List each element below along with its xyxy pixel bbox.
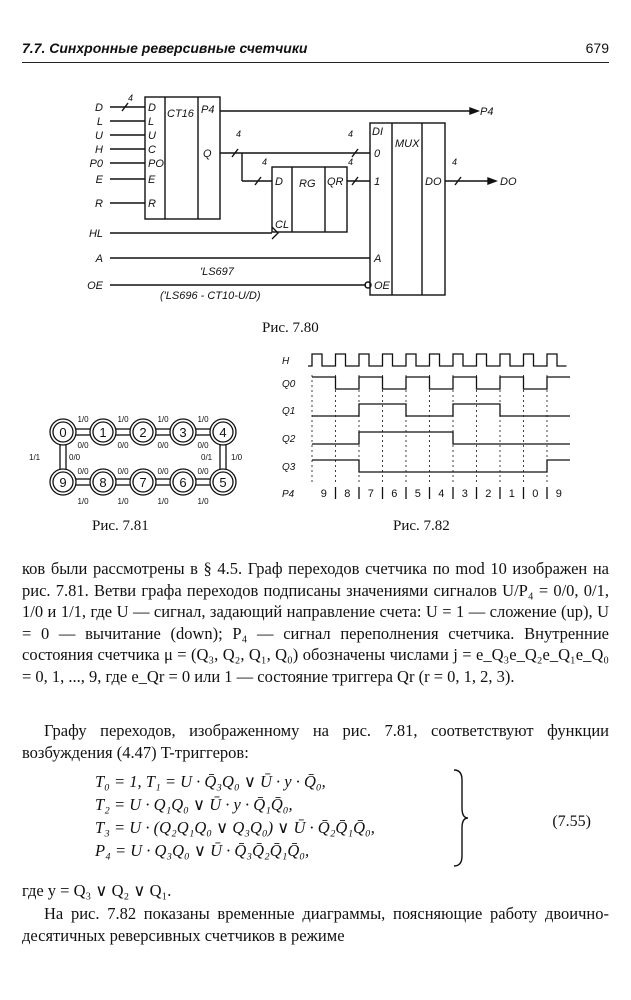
state-label: 5	[219, 475, 227, 490]
signal-label: Q3	[282, 462, 296, 473]
chip-label-1: 'LS697	[200, 266, 234, 278]
ct-out-q: Q	[203, 148, 212, 160]
rg-pin-cl: CL	[275, 219, 290, 231]
bus-width: 4	[128, 93, 134, 103]
edge-label-left: 1/1	[29, 453, 41, 462]
mux-pin-oe: OE	[374, 280, 390, 292]
clock-waveform	[308, 354, 567, 366]
caption-7-82: Рис. 7.82	[393, 518, 450, 534]
q-waveform	[312, 432, 570, 444]
signal-label: Q1	[282, 406, 296, 417]
ct-pin-label: E	[148, 174, 156, 186]
ct-pin-label: R	[148, 198, 156, 210]
paragraph-3: где y = Q₃ ∨ Q₂ ∨ Q₁.	[22, 881, 172, 900]
state-label: 8	[99, 475, 107, 490]
input-oe: OE	[87, 280, 103, 292]
edge-label: 1/0	[197, 497, 209, 506]
ct-pin-label: PO	[148, 158, 164, 170]
formula-p4: P₄ = U · Q₃Q₀ ∨ Ū · Q̄₃Q̄₂Q̄₁Q̄₀,	[95, 841, 310, 860]
rg-out: QR	[327, 176, 344, 188]
right-brace	[450, 768, 470, 868]
p4-value: 5	[414, 488, 421, 500]
formula-t0-t1: T₀ = 1, T₁ = U · Q̄₃Q₀ ∨ Ū · y · Q̄₀,	[95, 772, 326, 791]
edge-label: 1/0	[197, 415, 209, 424]
figure-7-82	[280, 350, 570, 505]
mux-pin-0: 0	[374, 148, 381, 160]
p4-value: 4	[438, 488, 445, 500]
input-label: P0	[89, 158, 103, 170]
bus-width: 4	[348, 157, 354, 167]
input-label: E	[95, 174, 103, 186]
mux-name: MUX	[395, 138, 420, 150]
p4-value: 1	[508, 488, 515, 500]
formula-block	[95, 770, 375, 862]
rg-name: RG	[299, 178, 316, 190]
edge-label: 0/0	[197, 467, 209, 476]
state-label: 2	[139, 425, 147, 440]
paragraph-2: Графу переходов, изображенному на рис. 7.81, соответствуют функции возбуждения (4.47) T-триггеров:	[22, 721, 609, 762]
signal-label: H	[282, 356, 290, 367]
p4-value: 3	[461, 488, 468, 500]
state-label: 1	[99, 425, 107, 440]
edge-label: 0/0	[157, 441, 169, 450]
p4-value: 0	[532, 488, 539, 500]
edge-label: 1/0	[77, 497, 89, 506]
input-label: R	[95, 198, 103, 210]
page-number: 679	[585, 40, 609, 56]
input-label: D	[95, 102, 103, 114]
signal-label: Q0	[282, 379, 296, 390]
q-waveform	[312, 404, 570, 416]
caption-7-81: Рис. 7.81	[92, 518, 149, 534]
caption-7-80: Рис. 7.80	[262, 320, 319, 336]
state-label: 4	[219, 425, 227, 440]
edge-label: 0/0	[157, 467, 169, 476]
ct-pin-label: U	[148, 130, 156, 142]
chip-label-2: ('LS696 - CT10-U/D)	[160, 290, 261, 302]
p4-value: 7	[367, 488, 374, 500]
ct-pin-label: D	[148, 102, 156, 114]
p4-value: 2	[485, 488, 492, 500]
signal-label: P4	[282, 489, 295, 500]
p4-value: 8	[344, 488, 351, 500]
edge-label: 0/0	[117, 467, 129, 476]
page-header	[22, 40, 609, 63]
edge-label: 1/0	[117, 415, 129, 424]
input-a: A	[95, 253, 103, 265]
formula-t2: T₂ = U · Q₁Q₀ ∨ Ū · y · Q̄₁Q̄₀,	[95, 795, 293, 814]
state-label: 7	[139, 475, 147, 490]
ct-pin-label: C	[148, 144, 156, 156]
state-label: 0	[59, 425, 67, 440]
ct-name: CT16	[167, 108, 194, 120]
ct-out-p4: P4	[201, 104, 215, 116]
edge-label: 0/0	[197, 441, 209, 450]
state-label: 9	[59, 475, 67, 490]
mux-pin-di: DI	[372, 126, 383, 138]
state-label: 3	[179, 425, 187, 440]
edge-label-right2: 0/1	[201, 453, 213, 462]
equation-number: (7.55)	[552, 813, 591, 830]
section-title: 7.7. Синхронные реверсивные счетчики	[22, 40, 308, 56]
rg-pin-d: D	[275, 176, 283, 188]
mux-pin-1: 1	[374, 176, 381, 188]
edge-label: 0/0	[77, 467, 89, 476]
q-waveform	[312, 377, 570, 389]
edge-label-left2: 0/0	[69, 453, 81, 462]
bus-width: 4	[262, 157, 268, 167]
input-hl: HL	[88, 228, 103, 240]
input-label: L	[96, 116, 103, 128]
edge-label: 1/0	[77, 415, 89, 424]
p4-value: 9	[555, 488, 562, 500]
input-label: U	[95, 130, 103, 142]
mux-out: DO	[425, 176, 442, 188]
p4-value: 9	[320, 488, 327, 500]
state-label: 6	[179, 475, 187, 490]
p4-value: 6	[391, 488, 398, 500]
edge-label: 1/0	[157, 497, 169, 506]
formula-t3: T₃ = U · (Q₂Q₁Q₀ ∨ Q₃Q₀) ∨ Ū · Q̄₂Q̄₁Q̄₀,	[95, 818, 375, 837]
out-do: DO	[500, 176, 517, 188]
paragraph-4: На рис. 7.82 показаны временные диаграммы, поясняющие работу двоично-десятичных реверсивных счетчиков в режиме	[22, 904, 609, 945]
figure-7-81	[25, 400, 255, 510]
bus-width: 4	[348, 129, 354, 139]
q-waveform	[312, 460, 570, 472]
mux-pin-a: A	[374, 253, 382, 265]
signal-label: Q2	[282, 434, 296, 445]
figure-7-80	[0, 85, 631, 315]
bus-width: 4	[452, 157, 458, 167]
ct-pin-label: L	[148, 116, 155, 128]
out-p4: P4	[480, 106, 494, 118]
bus-width: 4	[236, 129, 242, 139]
input-label: H	[95, 144, 103, 156]
edge-label: 0/0	[77, 441, 89, 450]
edge-label-right: 1/0	[231, 453, 243, 462]
edge-label: 1/0	[157, 415, 169, 424]
edge-label: 1/0	[117, 497, 129, 506]
edge-label: 0/0	[117, 441, 129, 450]
paragraph-1: ков были рассмотрены в § 4.5. Граф переходов счетчика по mod 10 изображен на рис. 7.81. Ветви графа переходов подписаны значениями сигналов U/P₄ = 0/0, 0/1, 1/0 и 1/1, где U — сигнал, задающий направление счета: U = 1 — сложение (up), U = 0 — вычитание (down); P₄ — сигнал переполнения счетчика. Внутренние состояния счетчика μ = (Q₃, Q₂, Q₁, Q₀) обозначены числами j = e_Q₃e_Q₂e_Q₁e_Q₀ = 0, 1, ..., 9, где e_Qr = 0 или 1 — состояние триггера Qr (r = 0, 1, 2, 3).	[22, 559, 609, 686]
